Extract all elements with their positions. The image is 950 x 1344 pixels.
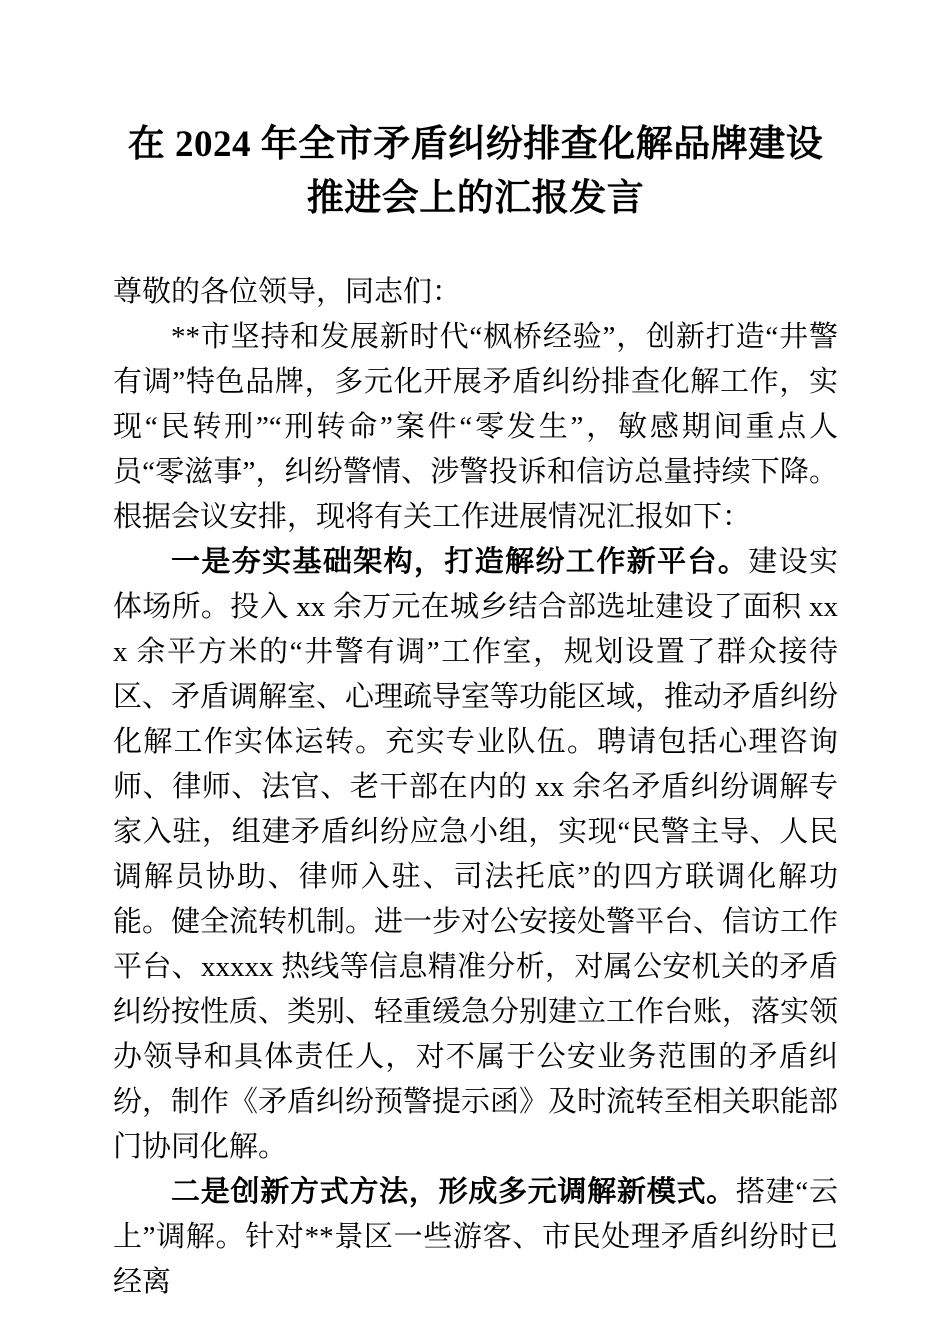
salutation-line: 尊敬的各位领导，同志们： <box>113 276 462 308</box>
paragraph-lead: 二是创新方式方法，形成多元调解新模式。 <box>171 1176 736 1208</box>
paragraph-point-two <box>113 1170 838 1305</box>
paragraph-text: 搭建“云上”调解。针对**景区一些游客、市民处理矛盾纠纷时已经离 <box>113 1176 838 1298</box>
paragraph-intro <box>113 315 838 540</box>
paragraph-text: 建设实体场所。投入 xx 余万元在城乡结合部选址建设了面积 xxx 余平方米的“井警有调”工作室，规划设置了群众接待区、矛盾调解室、心理疏导室等功能区域，推动矛盾纠纷化解工作实体运转。充实专业队伍。聘请包括心理咨询师、律师、法官、老干部在内的 xx 余名矛盾纠纷调解专家入驻，组建矛盾纠纷应急小组，实现“民警主导、人民调解员协助、律师入驻、司法托底”的四方联调化解功能。健全流转机制。进一步对公安接处警平台、信访工作平台、xxxxx 热线等信息精准分析，对属公安机关的矛盾纠纷按性质、类别、轻重缓急分别建立工作台账，落实领办领导和具体责任人，对不属于公安业务范围的矛盾纠纷，制作《矛盾纠纷预警提示函》及时流转至相关职能部门协同化解。 <box>113 546 839 1163</box>
paragraph-lead: 一是夯实基础架构，打造解纷工作新平台。 <box>171 546 749 578</box>
document-title: 在 2024 年全市矛盾纠纷排查化解品牌建设推进会上的汇报发言 <box>127 124 824 219</box>
paragraph-point-one <box>113 540 838 1170</box>
paragraph-text: **市坚持和发展新时代“枫桥经验”，创新打造“井警有调”特色品牌，多元化开展矛盾纠纷排查化解工作，实现“民转刑”“刑转命”案件“零发生”，敏感期间重点人员“零滋事”，纠纷警情、涉警投诉和信访总量持续下降。根据会议安排，现将有关工作进展情况汇报如下： <box>113 321 838 533</box>
document-body <box>113 270 838 1305</box>
